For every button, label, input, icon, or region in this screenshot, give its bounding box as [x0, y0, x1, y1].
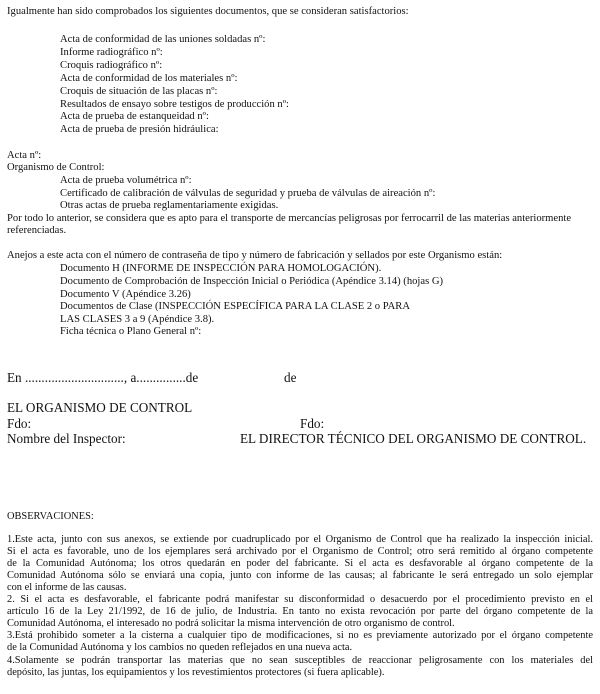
observation-line: 3.Está prohibido someter a la cisterna a cualquier tipo de modificaciones, si no es previamente autorizado por el órgano competente — [7, 630, 593, 641]
director-fdo-label: Fdo: — [300, 416, 325, 431]
observation-line: 1.Este acta, junto con sus anexos, se extiende por cuadruplicado por el Organismo de Control que ha realizado la inspección inicial. — [7, 534, 593, 545]
observation-line: Comunidad Autónoma, el interesado no podrá solicitar la misma intervención de otro organismo de control. — [7, 618, 455, 629]
annex-item: Ficha técnica o Plano General nº: — [60, 326, 202, 337]
intro-text: Igualmente han sido comprobados los siguientes documentos, que se consideran satisfactorios: — [7, 6, 409, 17]
director-signature-block — [240, 416, 590, 446]
document-item: Acta de conformidad de las uniones soldadas nº: — [60, 34, 266, 45]
observation-line: de la Comunidad Autónoma; los otros quedarán en poder del fabricante. Si el acta es desfavorable al órgano competente de la — [7, 558, 593, 569]
document-item: Resultados de ensayo sobre testigos de producción nº: — [60, 99, 289, 110]
observation-line: Comunidad Autónoma sólo se enviará una copia, junto con informe de las causas; al fabricante le será entregado un solo ejemplar — [7, 570, 593, 581]
annex-item: Documento V (Apéndice 3.26) — [60, 289, 191, 300]
organismo-label: Organismo de Control: — [7, 162, 105, 173]
document-item: Croquis radiográfico nº: — [60, 60, 163, 71]
inspector-fdo-label: Fdo: — [7, 416, 32, 431]
document-item: Acta de prueba de presión hidráulica: — [60, 124, 219, 135]
control-doc-item: Acta de prueba volumétrica nº: — [60, 175, 192, 186]
observation-line: artículo 16 de la Ley 21/1992, de 16 de julio, de Industria. En tanto no exista revocación por parte del órgano competente de la — [7, 606, 593, 617]
control-doc-item: Otras actas de prueba reglamentariamente exigidas. — [60, 200, 279, 211]
control-doc-item: Certificado de calibración de válvulas de seguridad y prueba de válvulas de aireación nº: — [60, 188, 436, 199]
document-item: Croquis de situación de las placas nº: — [60, 86, 218, 97]
observation-line: 4.Solamente se podrán transportar las materias que no sean susceptibles de reaccionar peligrosamente con los materiales del — [7, 655, 593, 666]
annex-item: Documento H (INFORME DE INSPECCIÓN PARA HOMOLOGACIÓN). — [60, 263, 382, 274]
observation-line: depósito, las juntas, los equipamientos y los revestimientos protectores (si fuera aplicable). — [7, 667, 385, 678]
observations-title: OBSERVACIONES: — [7, 511, 94, 522]
place-date-year: de — [284, 370, 297, 385]
inspector-signature-block — [7, 417, 207, 446]
annex-item: Documentos de Clase (INSPECCIÓN ESPECÍFICA PARA LA CLASE 2 o PARA — [60, 301, 411, 312]
document-item: Informe radiográfico nº: — [60, 47, 163, 58]
observation-line: 2. Si el acta es desfavorable, el fabricante podrá manifestar su disconformidad o desacuerdo por el procedimiento previsto en el — [7, 594, 593, 605]
place-date-line: En .............................., a...............de — [7, 370, 199, 385]
annex-item: Documento de Comprobación de Inspección Inicial o Periódica (Apéndice 3.14) (hojas G) — [60, 276, 444, 287]
observation-line: Si el acta es favorable, uno de los ejemplares será archivado por el Organismo de Control; otro será remitido al órgano competente — [7, 546, 593, 557]
document-item: Acta de prueba de estanqueidad nº: — [60, 111, 209, 122]
director-name-label: EL DIRECTOR TÉCNICO DEL ORGANISMO DE CONTROL. — [240, 430, 587, 446]
acta-label: Acta nº: — [7, 150, 42, 161]
observation-line: de la Comunidad Autónoma y los cambios no queden reflejados en una nueva acta. — [7, 642, 353, 653]
document-item: Acta de conformidad de los materiales nº: — [60, 73, 238, 84]
inspector-name-label: Nombre del Inspector: — [7, 430, 126, 446]
conclusion-line: Por todo lo anterior, se considera que es apto para el transporte de mercancías peligrosas por ferrocarril de las materias anteriormente — [7, 213, 572, 224]
conclusion-line: referenciadas. — [7, 225, 67, 236]
annex-intro: Anejos a este acta con el número de contraseña de tipo y número de fabricación y sellados por este Organismo están: — [7, 250, 503, 261]
annex-item: LAS CLASES 3 a 9 (Apéndice 3.8). — [60, 314, 215, 325]
observation-line: con el informe de las causas. — [7, 582, 127, 593]
organism-title: EL ORGANISMO DE CONTROL — [7, 400, 193, 415]
